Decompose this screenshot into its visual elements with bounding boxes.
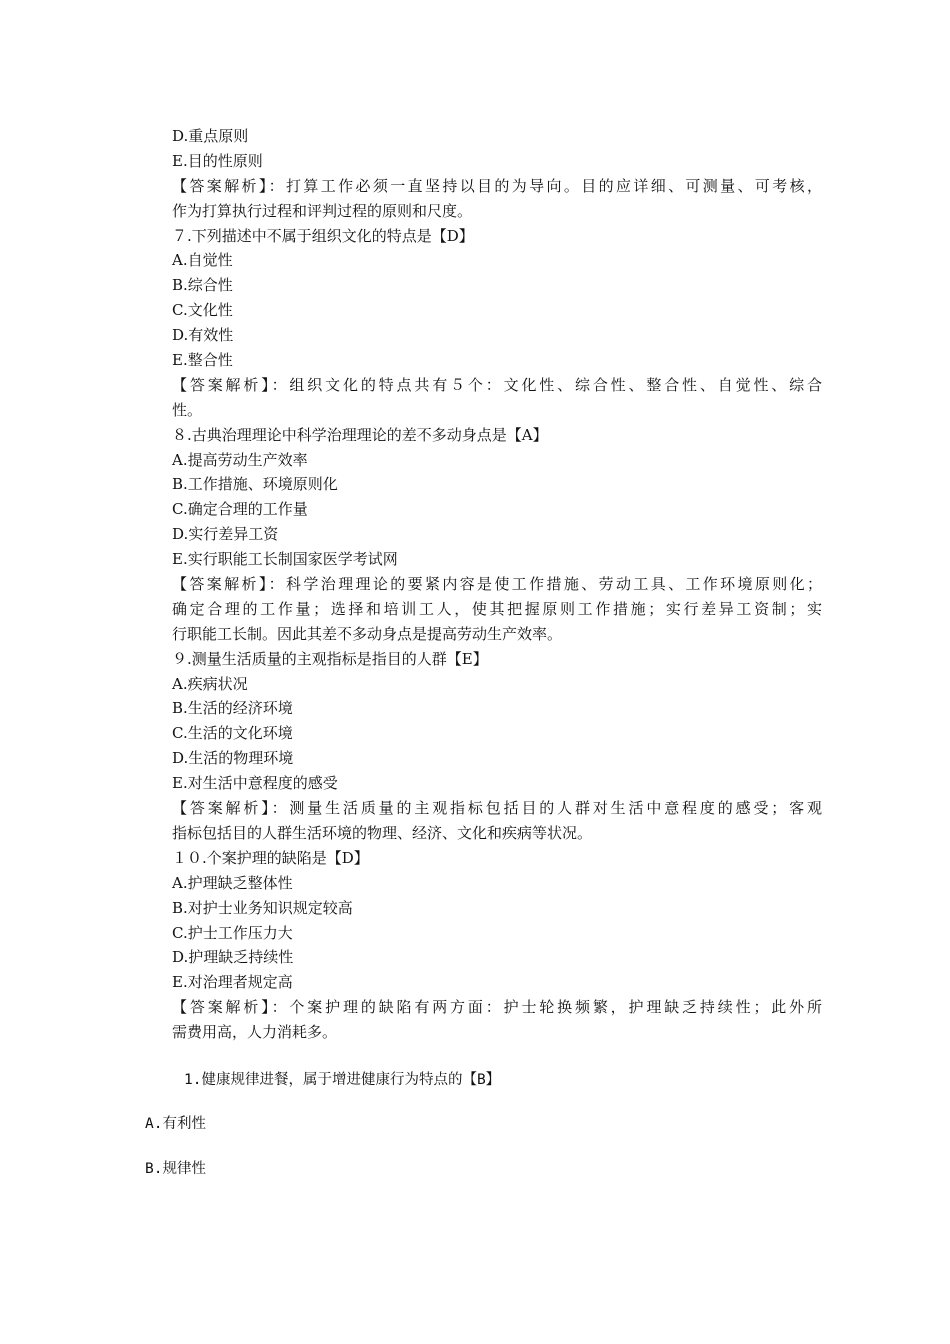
document-body	[172, 124, 822, 1045]
document-line: 【答案解析】：科学治理理论的要紧内容是使工作措施、劳动工具、工作环境原则化；	[172, 575, 822, 594]
document-line: B.生活的经济环境	[172, 699, 293, 718]
document-line: E.实行职能工长制国家医学考试网	[172, 550, 398, 569]
document-line: 指标包括目的人群生活环境的物理、经济、文化和疾病等状况。	[172, 823, 593, 842]
document-line: 行职能工长制。因此其差不多动身点是提高劳动生产效率。	[172, 624, 563, 643]
document-line: 【答案解析】：测量生活质量的主观指标包括目的人群对生活中意程度的感受；客观	[172, 799, 822, 818]
option-b: B.规律性	[145, 1161, 206, 1177]
document-line: E.对生活中意程度的感受	[172, 774, 338, 793]
document-line: A.自觉性	[172, 251, 233, 270]
document-line: D.重点原则	[172, 127, 249, 145]
document-line: B.综合性	[172, 276, 233, 295]
document-line: 性。	[172, 400, 203, 419]
document-line: A.提高劳动生产效率	[172, 450, 308, 469]
document-line: １０.个案护理的缺陷是【D】	[172, 848, 369, 867]
document-line: 作为打算执行过程和评判过程的原则和尺度。	[172, 201, 473, 220]
document-line: 需费用高，人力消耗多。	[172, 1023, 338, 1042]
document-line: D.生活的物理环境	[172, 749, 294, 768]
document-line: ７.下列描述中不属于组织文化的特点是【D】	[172, 226, 474, 245]
document-line: C.生活的文化环境	[172, 724, 293, 743]
document-line: ８.古典治理理论中科学治理理论的差不多动身点是【A】	[172, 425, 548, 444]
document-line: E.整合性	[172, 351, 233, 370]
document-line: 【答案解析】：组织文化的特点共有５个：文化性、综合性、整合性、自觉性、综合	[172, 375, 822, 394]
document-line: 确定合理的工作量；选择和培训工人，使其把握原则工作措施；实行差异工资制；实	[172, 599, 822, 618]
document-line: A.护理缺乏整体性	[172, 873, 293, 892]
document-line: A.疾病状况	[172, 674, 248, 693]
document-line: 【答案解析】：个案护理的缺陷有两方面：护士轮换频繁，护理缺乏持续性；此外所	[172, 998, 822, 1017]
document-line: B.对护士业务知识规定较高	[172, 898, 353, 917]
document-line: D.有效性	[172, 326, 234, 345]
document-line: E.目的性原则	[172, 151, 263, 170]
document-line: D.实行差异工资	[172, 525, 279, 544]
document-line: ９.测量生活质量的主观指标是指目的人群【E】	[172, 649, 488, 668]
document-line: D.护理缺乏持续性	[172, 948, 294, 967]
document-line: E.对治理者规定高	[172, 973, 293, 992]
document-line: 【答案解析】：打算工作必须一直坚持以目的为导向。目的应详细、可测量、可考核，	[172, 176, 822, 195]
document-line: B.工作措施、环境原则化	[172, 475, 338, 494]
option-a: A.有利性	[145, 1116, 206, 1132]
document-line: C.确定合理的工作量	[172, 500, 308, 519]
question-1: 1.健康规律进餐，属于增进健康行为特点的【B】	[184, 1072, 501, 1088]
document-line: C.护士工作压力大	[172, 923, 293, 942]
document-line: C.文化性	[172, 301, 233, 320]
